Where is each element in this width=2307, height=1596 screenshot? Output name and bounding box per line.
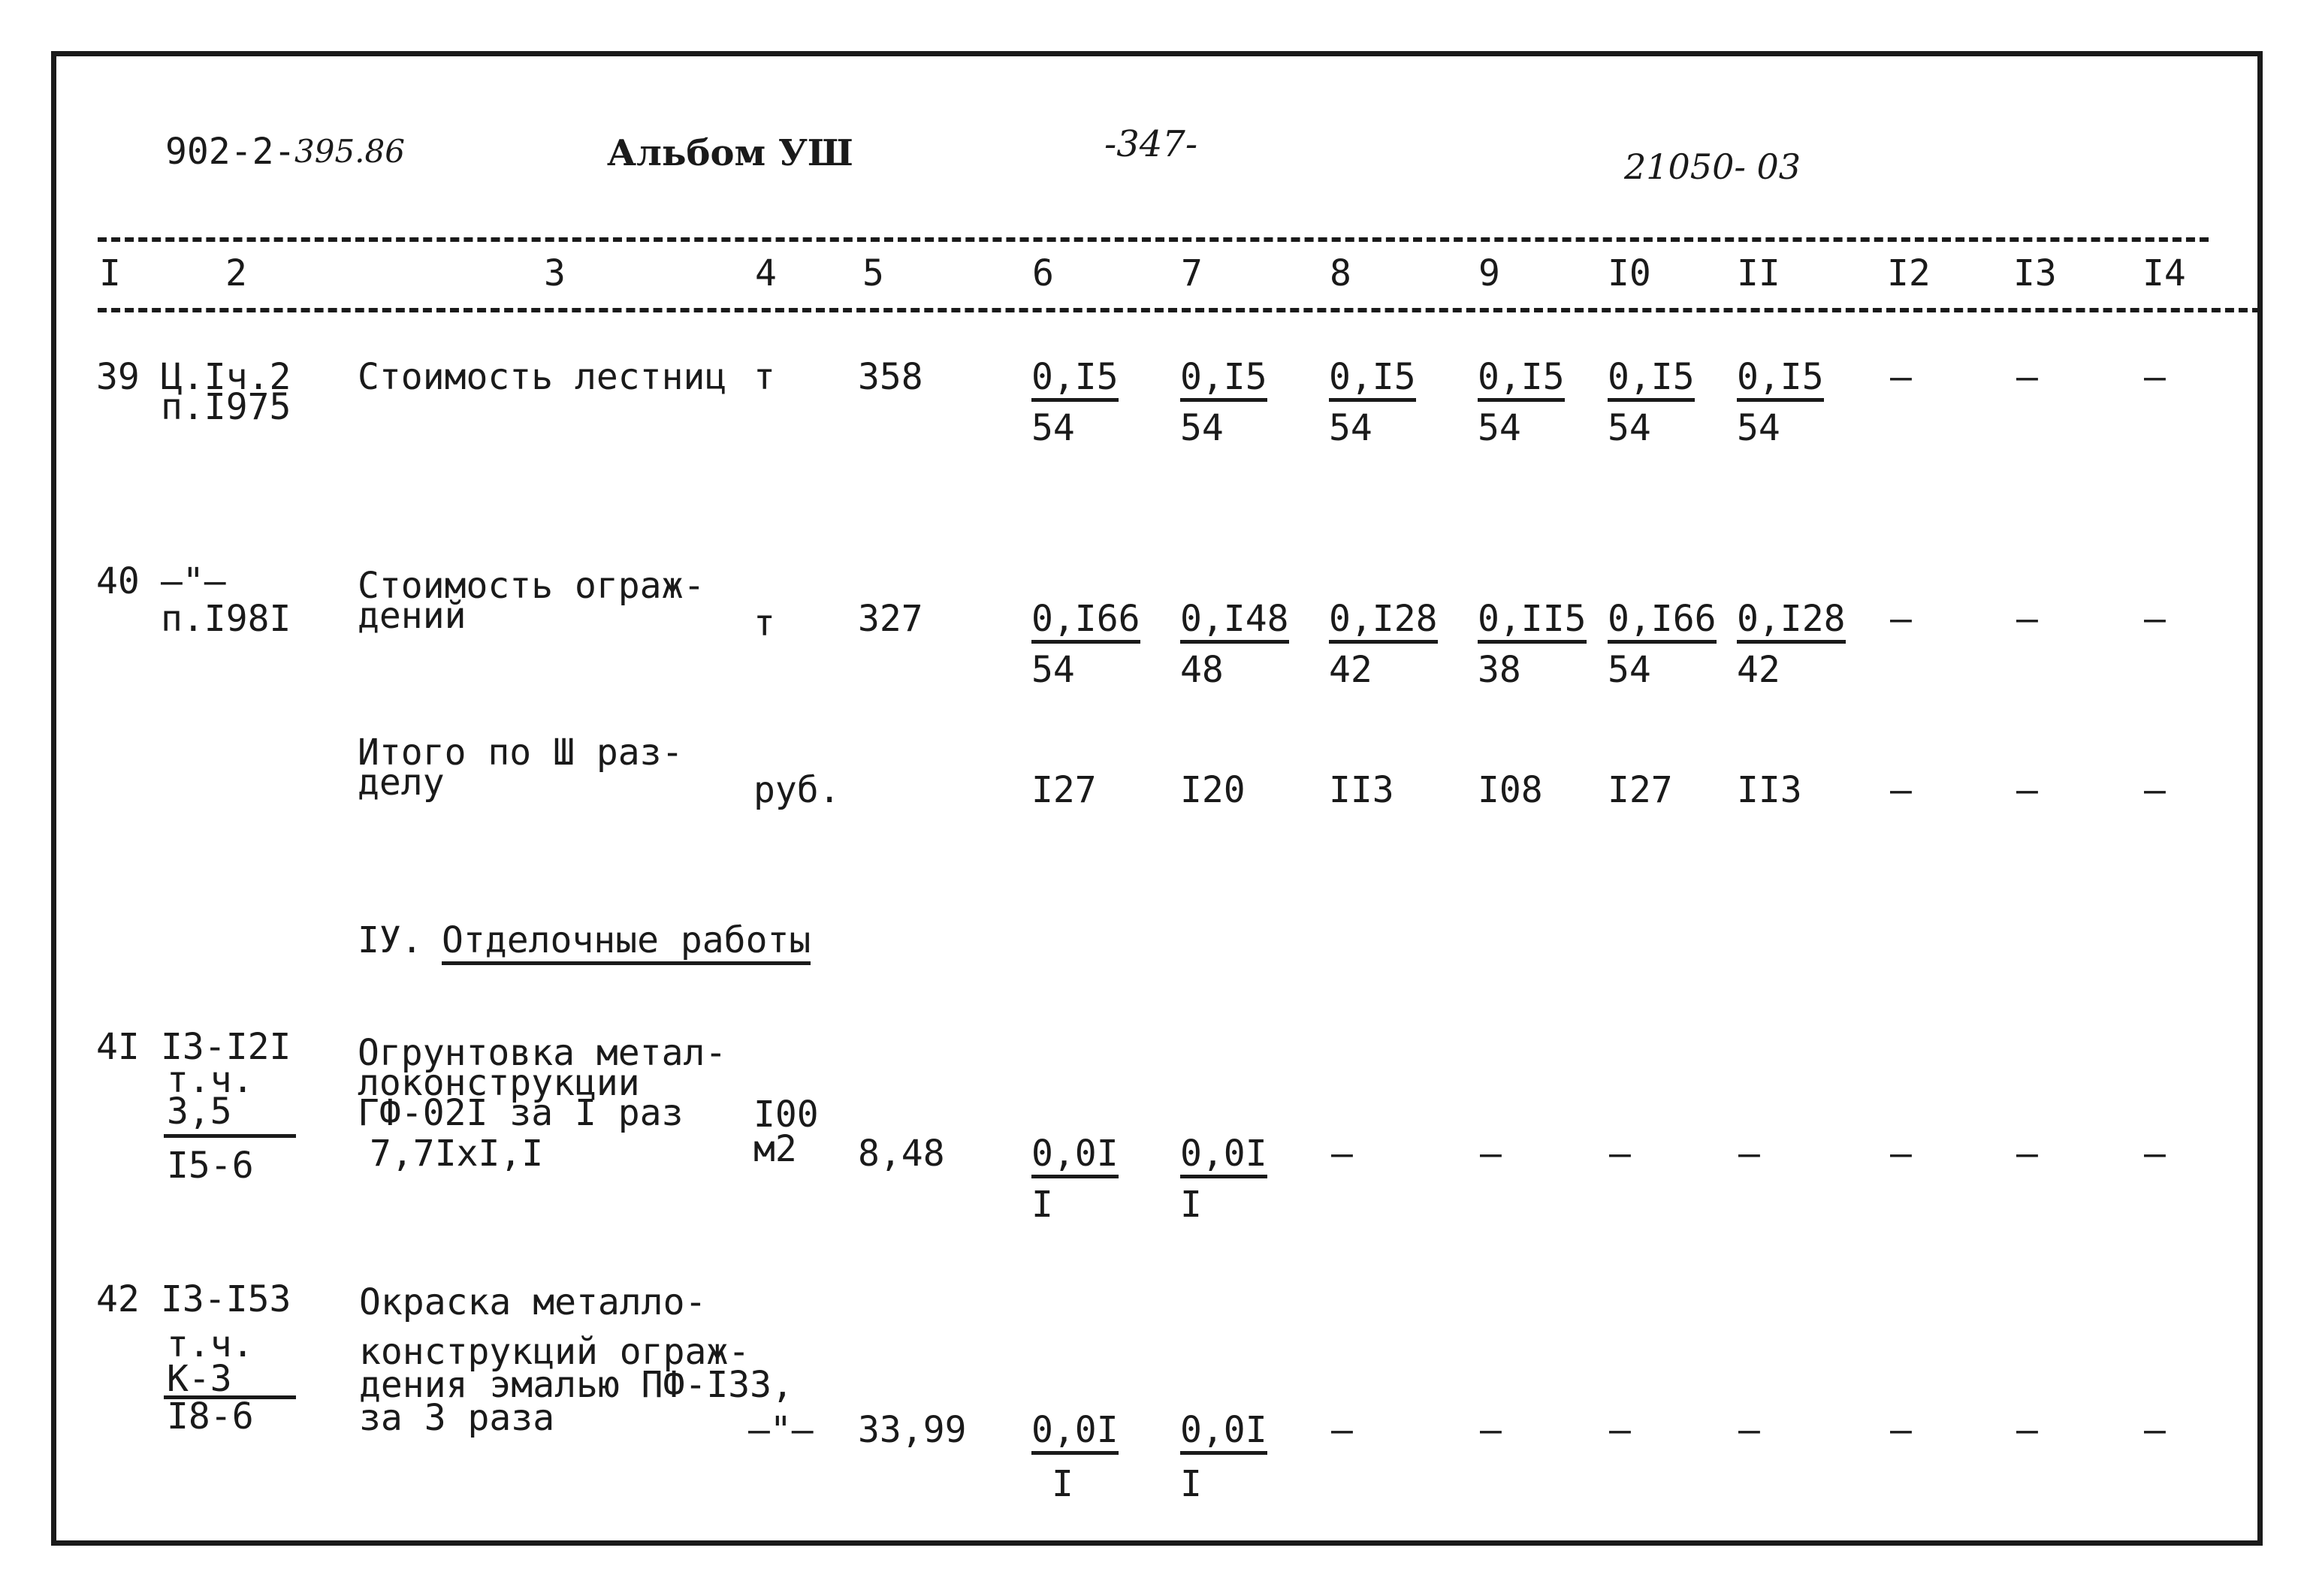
col13-value: –: [2016, 1409, 2038, 1451]
col9-value: –: [1480, 1133, 1502, 1175]
col11-quantity: 0,I28: [1737, 601, 1846, 644]
work-name-line3: ГФ-02I за I раз: [358, 1092, 684, 1134]
col6-cost: I: [1031, 1184, 1053, 1226]
col7-cost: 54: [1180, 407, 1224, 449]
col14-value: –: [2144, 769, 2166, 811]
column-header-10: I0: [1608, 252, 1651, 294]
col7-cost: I: [1180, 1463, 1202, 1505]
rate-code: I3-I2I: [161, 1026, 291, 1068]
col10-value: –: [1609, 1409, 1631, 1451]
unit-price: 358: [858, 356, 923, 398]
col9-quantity: 0,I5: [1478, 359, 1565, 402]
column-header-9: 9: [1478, 252, 1500, 294]
col14-value: –: [2144, 1133, 2166, 1175]
work-name-line4: за 3 раза: [359, 1397, 555, 1439]
header-bottom-divider: [98, 308, 2261, 312]
column-header-7: 7: [1181, 252, 1203, 294]
total-label-line1: Итого по Ш раз-: [358, 732, 684, 774]
column-header-11: II: [1737, 252, 1780, 294]
rate-code-item: п.I98I: [161, 598, 291, 640]
col12-value: –: [1890, 356, 1912, 398]
col13-value: –: [2016, 769, 2038, 811]
work-name-line2: локонструкции: [358, 1062, 640, 1104]
work-name: Стоимость лестниц: [358, 356, 727, 398]
rate-code-table-part: т.ч.: [167, 1323, 254, 1365]
work-name-line1: Стоимость ограж-: [358, 565, 705, 607]
col8-quantity: 0,I5: [1329, 359, 1416, 402]
section-number: IУ.: [358, 919, 423, 961]
col10-cost: 54: [1608, 407, 1651, 449]
row-number: 40: [96, 560, 140, 602]
column-header-4: 4: [755, 252, 777, 294]
album-label: Альбом УШ: [607, 132, 853, 174]
col11-total: II3: [1737, 769, 1802, 811]
col14-value: –: [2144, 356, 2166, 398]
col9-quantity: 0,II5: [1478, 601, 1587, 644]
col6-total: I27: [1031, 769, 1097, 811]
col8-value: –: [1331, 1133, 1353, 1175]
col12-value: –: [1890, 769, 1912, 811]
col10-value: –: [1609, 1133, 1631, 1175]
unit-line1: I00: [753, 1094, 819, 1136]
unit: т: [753, 602, 775, 644]
rate-code: Ц.Iч.2: [161, 356, 291, 398]
col13-value: –: [2016, 356, 2038, 398]
document-code-printed: 902-2-: [165, 131, 296, 173]
col9-cost: 54: [1478, 407, 1521, 449]
rate-code-fraction-top: К-3: [167, 1358, 232, 1400]
work-name-line3: дения эмалью ПФ-I33,: [359, 1364, 793, 1406]
column-header-13: I3: [2013, 252, 2057, 294]
rate-code-fraction-bottom: I8-6: [167, 1395, 254, 1438]
col11-value: –: [1738, 1409, 1760, 1451]
col12-value: –: [1890, 1133, 1912, 1175]
column-header-12: I2: [1887, 252, 1931, 294]
column-header-1: I: [99, 252, 121, 294]
total-label-line2: делу: [358, 762, 445, 804]
page-number: -347-: [1104, 123, 1198, 165]
col10-total: I27: [1608, 769, 1673, 811]
rate-code-fraction-top: 3,5: [167, 1091, 232, 1133]
unit: т: [753, 356, 775, 398]
row-number: 4I: [96, 1026, 140, 1068]
col6-cost: I: [1052, 1463, 1073, 1505]
work-name-line1: Огрунтовка метал-: [358, 1032, 727, 1074]
col11-quantity: 0,I5: [1737, 359, 1824, 402]
header-top-divider: [98, 237, 2209, 242]
col13-value: –: [2016, 598, 2038, 640]
rate-code-item: п.I975: [161, 386, 291, 428]
column-header-6: 6: [1032, 252, 1054, 294]
column-header-2: 2: [225, 252, 247, 294]
col6-cost: 54: [1031, 649, 1075, 691]
col8-total: II3: [1329, 769, 1394, 811]
column-header-14: I4: [2142, 252, 2186, 294]
column-header-8: 8: [1330, 252, 1351, 294]
col14-value: –: [2144, 1409, 2166, 1451]
work-name-line2: конструкций ограж-: [359, 1331, 750, 1373]
col6-quantity: 0,I5: [1031, 359, 1119, 402]
rate-code: –"–: [161, 560, 226, 602]
col12-value: –: [1890, 1409, 1912, 1451]
col8-cost: 42: [1329, 649, 1372, 691]
col8-value: –: [1331, 1409, 1353, 1451]
unit-price: 8,48: [858, 1133, 945, 1175]
col8-cost: 54: [1329, 407, 1372, 449]
col9-total: I08: [1478, 769, 1543, 811]
col6-quantity: 0,I66: [1031, 601, 1140, 644]
col7-quantity: 0,I48: [1180, 601, 1289, 644]
col7-total: I20: [1180, 769, 1246, 811]
col13-value: –: [2016, 1133, 2038, 1175]
col7-cost: I: [1180, 1184, 1202, 1226]
column-header-3: 3: [544, 252, 566, 294]
rate-code-fraction-line: [164, 1134, 296, 1138]
col11-cost: 42: [1737, 649, 1780, 691]
col7-quantity: 0,0I: [1180, 1412, 1267, 1455]
col7-cost: 48: [1180, 649, 1224, 691]
unit-price: 33,99: [858, 1409, 967, 1451]
col12-value: –: [1890, 598, 1912, 640]
unit-price: 327: [858, 598, 923, 640]
col14-value: –: [2144, 598, 2166, 640]
unit: руб.: [753, 769, 841, 811]
col8-quantity: 0,I28: [1329, 601, 1438, 644]
col11-cost: 54: [1737, 407, 1780, 449]
rate-code: I3-I53: [161, 1278, 291, 1320]
unit-line2: м2: [753, 1128, 797, 1170]
rate-code-fraction-bottom: I5-6: [167, 1145, 254, 1187]
row-number: 42: [96, 1278, 140, 1320]
col11-value: –: [1738, 1133, 1760, 1175]
col9-value: –: [1480, 1409, 1502, 1451]
rate-code-table-part: т.ч.: [167, 1059, 254, 1101]
document-number: 21050- 03: [1624, 146, 1801, 187]
col10-quantity: 0,I5: [1608, 359, 1695, 402]
work-name-line1: Окраска металло-: [359, 1281, 707, 1323]
col6-quantity: 0,0I: [1031, 1412, 1119, 1455]
row-number: 39: [96, 356, 140, 398]
col6-quantity: 0,0I: [1031, 1136, 1119, 1178]
col10-cost: 54: [1608, 649, 1651, 691]
document-code-handwritten: 395.86: [294, 133, 405, 170]
col7-quantity: 0,0I: [1180, 1136, 1267, 1178]
section-title: Отделочные работы: [442, 922, 811, 965]
unit: –"–: [748, 1409, 814, 1451]
work-name-line4: 7,7IxI,I: [370, 1133, 544, 1175]
col6-cost: 54: [1031, 407, 1075, 449]
work-name-line2: дений: [358, 595, 467, 637]
col9-cost: 38: [1478, 649, 1521, 691]
column-header-5: 5: [862, 252, 884, 294]
col10-quantity: 0,I66: [1608, 601, 1717, 644]
col7-quantity: 0,I5: [1180, 359, 1267, 402]
